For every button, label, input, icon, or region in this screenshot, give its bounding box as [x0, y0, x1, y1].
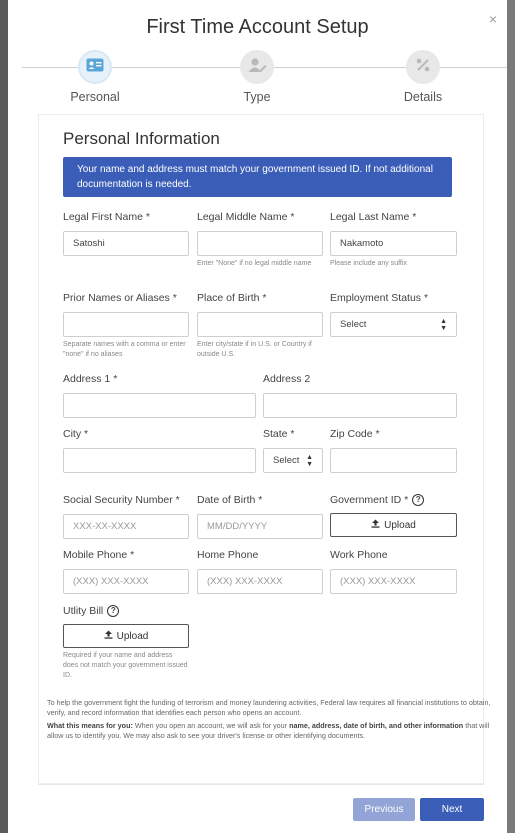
percent-icon: [415, 57, 431, 78]
last-name-label: Legal Last Name *: [330, 211, 417, 223]
ssn-group: [63, 494, 189, 539]
gov-id-label: Government ID *: [330, 494, 409, 506]
question-circle-icon[interactable]: ?: [412, 494, 424, 506]
what-this-means-lead: What this means for you:: [47, 721, 133, 730]
state-select[interactable]: [263, 448, 323, 473]
state-label: State *: [263, 428, 295, 440]
setup-stepper: [8, 50, 507, 104]
address1-group: [63, 373, 256, 418]
prior-names-input[interactable]: [63, 312, 189, 337]
first-name-label: Legal First Name *: [63, 211, 150, 223]
address1-label: Address 1 *: [63, 373, 118, 385]
step-type-label: Type: [243, 90, 271, 104]
mobile-input[interactable]: (XXX) XXX-XXXX: [63, 569, 189, 594]
step-personal-circle: [78, 50, 112, 84]
middle-name-input[interactable]: [197, 231, 323, 256]
gov-id-group: [330, 494, 457, 537]
dob-label: Date of Birth *: [197, 494, 263, 506]
patriot-act-notice: To help the government fight the funding of terrorism and money laundering activities, Federal law requires all financial institutions to obtain, verify, and record information that identifies each person who opens an account.: [47, 698, 491, 717]
address2-label: Address 2: [263, 373, 311, 385]
state-selected: Select: [273, 455, 300, 466]
modal-backdrop-right: [507, 0, 515, 833]
upload-icon: [104, 630, 113, 642]
step-type-circle: [240, 50, 274, 84]
utility-upload-button[interactable]: [63, 624, 189, 648]
prior-names-help: Separate names with a comma or enter "none" if no aliases: [63, 341, 186, 358]
work-phone-label: Work Phone: [330, 549, 388, 561]
modal-backdrop-left: [0, 0, 8, 833]
birth-place-input[interactable]: [197, 312, 323, 337]
city-input[interactable]: [63, 448, 256, 473]
account-setup-modal: [8, 0, 507, 833]
home-phone-label: Home Phone: [197, 549, 259, 561]
what-this-means-notice: [47, 721, 505, 741]
address2-group: [263, 373, 457, 418]
section-title: Personal Information: [63, 129, 220, 148]
close-icon[interactable]: ×: [488, 11, 497, 27]
step-personal-label: Personal: [70, 90, 120, 104]
zip-input[interactable]: [330, 448, 457, 473]
middle-name-group: [197, 211, 323, 269]
previous-button[interactable]: Previous: [353, 798, 415, 821]
address1-input[interactable]: [63, 393, 256, 418]
utility-label: Utlity Bill: [63, 605, 104, 617]
utility-upload-label: Upload: [116, 630, 149, 642]
modal-title: First Time Account Setup: [146, 16, 369, 38]
step-personal[interactable]: [50, 50, 140, 104]
home-phone-group: [197, 549, 323, 594]
prior-names-group: [63, 292, 189, 360]
prior-names-label: Prior Names or Aliases *: [63, 292, 177, 304]
zip-group: [330, 428, 457, 473]
gov-id-upload-button[interactable]: [330, 513, 457, 537]
middle-name-label: Legal Middle Name *: [197, 211, 295, 223]
employment-label: Employment Status *: [330, 292, 429, 304]
address2-input[interactable]: [263, 393, 457, 418]
notice-text-b: that will allow us to identify you. We may also ask to see your driver's license or other identifying documents.: [47, 721, 490, 740]
first-name-input[interactable]: Satoshi: [63, 231, 189, 256]
zip-label: Zip Code *: [330, 428, 380, 440]
gov-id-label-row: [330, 494, 457, 506]
last-name-group: [330, 211, 457, 269]
dob-input[interactable]: MM/DD/YYYY: [197, 514, 323, 539]
user-edit-icon: [247, 57, 267, 78]
id-match-alert: Your name and address must match your government issued ID. If not additional documentation is needed.: [63, 157, 452, 197]
home-phone-input[interactable]: (XXX) XXX-XXXX: [197, 569, 323, 594]
state-group: [263, 428, 323, 473]
footer-divider: [38, 784, 484, 785]
dob-group: [197, 494, 323, 539]
utility-label-row: [63, 605, 189, 617]
utility-help: Required if your name and address does not match your government issued ID.: [63, 652, 188, 679]
middle-name-help: Enter "None" if no legal middle name: [197, 260, 312, 267]
id-card-icon: [86, 58, 104, 77]
personal-info-card: [38, 114, 491, 784]
work-phone-group: [330, 549, 457, 594]
step-details-circle: [406, 50, 440, 84]
sort-caret-icon: ▲ ▼: [440, 317, 447, 332]
birth-place-group: [197, 292, 323, 360]
city-group: [63, 428, 256, 473]
mobile-group: [63, 549, 189, 594]
notice-text-bold: name, address, date of birth, and other information: [289, 721, 464, 730]
work-phone-input[interactable]: (XXX) XXX-XXXX: [330, 569, 457, 594]
birth-place-help: Enter city/state if in U.S. or Country if outside U.S.: [197, 341, 312, 358]
employment-select[interactable]: [330, 312, 457, 337]
sort-caret-icon: ▲ ▼: [306, 453, 313, 468]
step-details-label: Details: [403, 90, 443, 104]
city-label: City *: [63, 428, 89, 440]
birth-place-label: Place of Birth *: [197, 292, 267, 304]
ssn-label: Social Security Number *: [63, 494, 180, 506]
mobile-label: Mobile Phone *: [63, 549, 135, 561]
first-name-group: [63, 211, 189, 256]
employment-selected: Select: [340, 319, 367, 330]
next-button[interactable]: Next: [420, 798, 484, 821]
notice-text-a: When you open an account, we will ask for your: [132, 721, 290, 730]
ssn-input[interactable]: XXX-XX-XXXX: [63, 514, 189, 539]
gov-id-upload-label: Upload: [384, 519, 416, 531]
upload-icon: [371, 519, 380, 531]
step-type[interactable]: [212, 50, 302, 104]
question-circle-icon[interactable]: ?: [107, 605, 119, 617]
employment-group: [330, 292, 457, 337]
last-name-help: Please include any suffix: [330, 260, 407, 267]
step-details[interactable]: [378, 50, 468, 104]
utility-group: [63, 605, 189, 681]
last-name-input[interactable]: Nakamoto: [330, 231, 457, 256]
